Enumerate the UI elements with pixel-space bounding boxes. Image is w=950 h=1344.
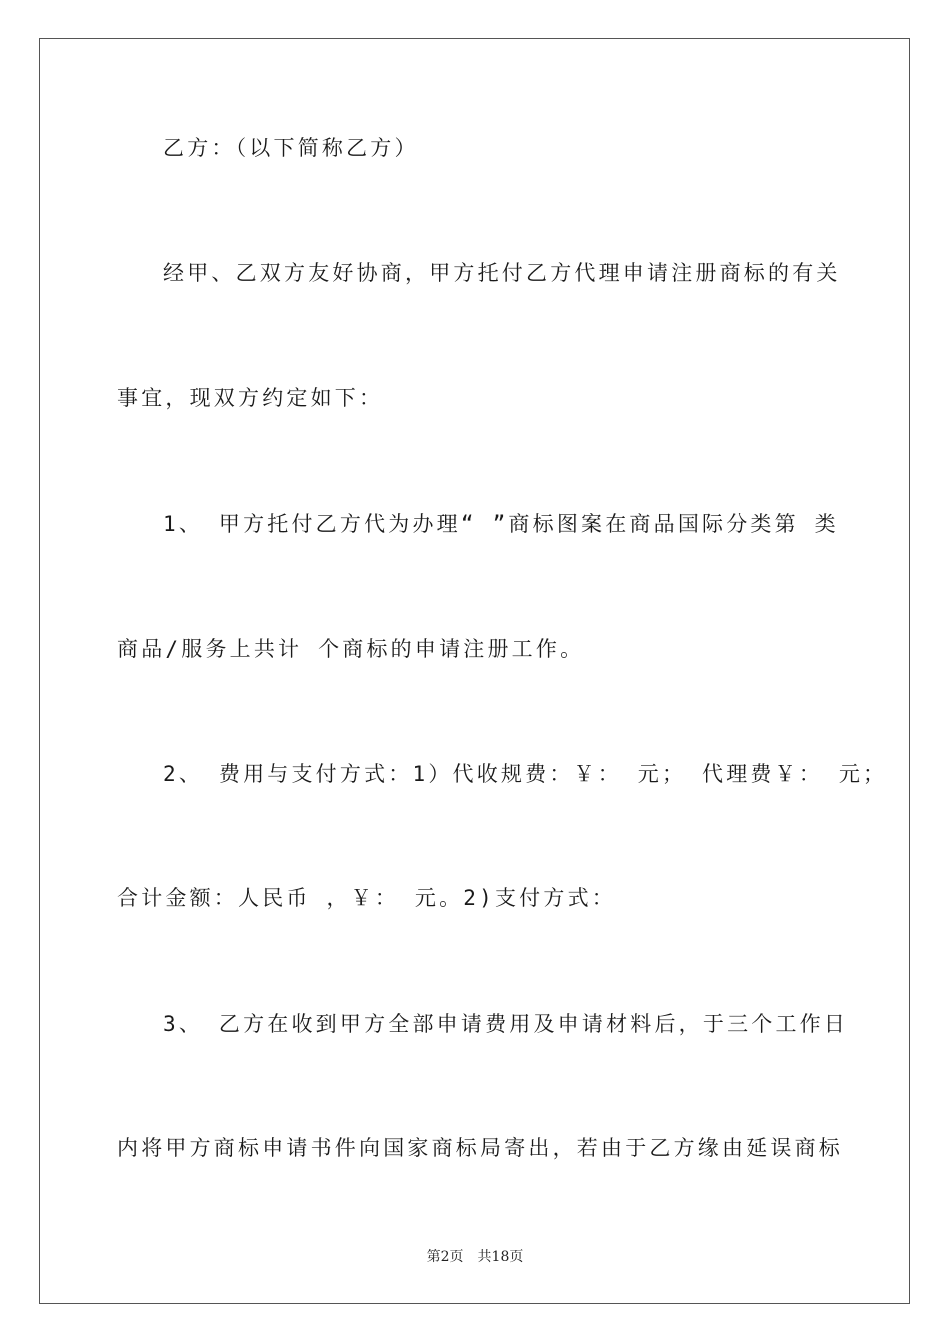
clause-3-line-1: 3、 乙方在收到甲方全部申请费用及申请材料后，于三个工作日 [163,1012,849,1036]
clause-3-line-2: 内将甲方商标申请书件向国家商标局寄出，若由于乙方缘由延误商标 [117,1136,843,1160]
page-frame [39,38,910,1304]
clause-1-line-1: 1、 甲方托付乙方代为办理“ ”商标图案在商品国际分类第 类 [163,512,839,536]
party-b-line: 乙方：（以下简称乙方） [163,136,419,160]
clause-1-line-2: 商品/服务上共计 个商标的申请注册工作。 [117,637,585,661]
preamble-line-1: 经甲、乙双方友好协商，甲方托付乙方代理申请注册商标的有关 [163,261,841,285]
clause-2-line-1: 2、 费用与支付方式：1）代收规费：￥： 元； 代理费￥： 元； [163,762,888,786]
page-number-footer: 第2页 共18页 [426,1249,524,1265]
preamble-line-2: 事宜，现双方约定如下： [117,386,384,410]
clause-2-line-2: 合计金额：人民币 ，￥： 元。2)支付方式： [117,886,616,910]
